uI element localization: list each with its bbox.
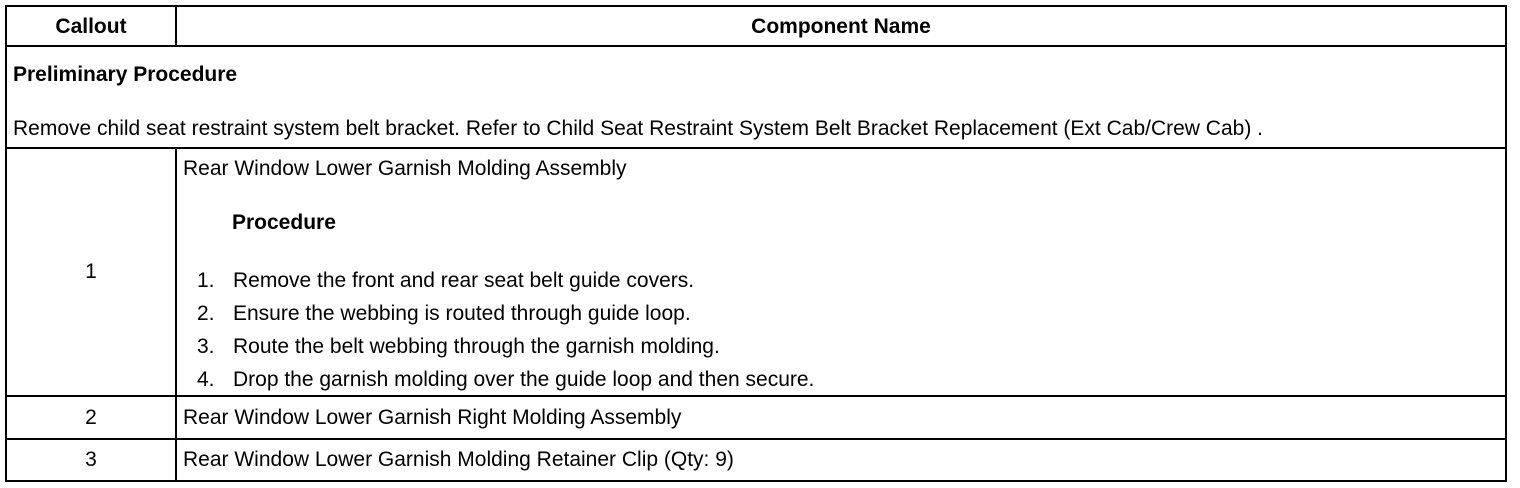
component-name: Rear Window Lower Garnish Right Molding Assembly — [183, 405, 682, 429]
procedure-title: Procedure — [232, 211, 336, 234]
list-item — [197, 264, 814, 297]
table-row — [7, 440, 1505, 480]
step-number: 4. — [197, 368, 215, 391]
callout-cell: 2 — [7, 397, 177, 438]
header-component-name: Component Name — [751, 15, 931, 38]
component-table — [5, 5, 1507, 482]
step-number: 2. — [197, 302, 215, 325]
step-text: Remove the front and rear seat belt guide covers. — [233, 269, 695, 292]
preliminary-text: Remove child seat restraint system belt bracket. Refer to Child Seat Restraint System Belt Bracket Replacement (Ext Cab/Crew Cab) . — [13, 117, 1263, 140]
header-callout: Callout — [7, 7, 177, 45]
callout-cell: 1 — [7, 149, 177, 395]
step-number: 1. — [197, 269, 215, 292]
preliminary-procedure — [7, 47, 1505, 149]
list-item — [197, 330, 814, 363]
step-number: 3. — [197, 335, 215, 358]
callout-cell: 3 — [7, 440, 177, 480]
component-name: Rear Window Lower Garnish Molding Assembly — [183, 157, 627, 180]
procedure-steps — [197, 264, 814, 396]
step-text: Ensure the webbing is routed through guide loop. — [233, 302, 691, 325]
table-row — [7, 149, 1505, 397]
preliminary-title: Preliminary Procedure — [13, 63, 238, 86]
table-row — [7, 397, 1505, 440]
step-text: Drop the garnish molding over the guide loop and then secure. — [233, 368, 815, 391]
component-name: Rear Window Lower Garnish Molding Retainer Clip (Qty: 9) — [183, 448, 734, 471]
table-header — [7, 7, 1505, 47]
step-text: Route the belt webbing through the garnish molding. — [233, 335, 720, 358]
list-item — [197, 297, 814, 330]
list-item — [197, 363, 814, 396]
